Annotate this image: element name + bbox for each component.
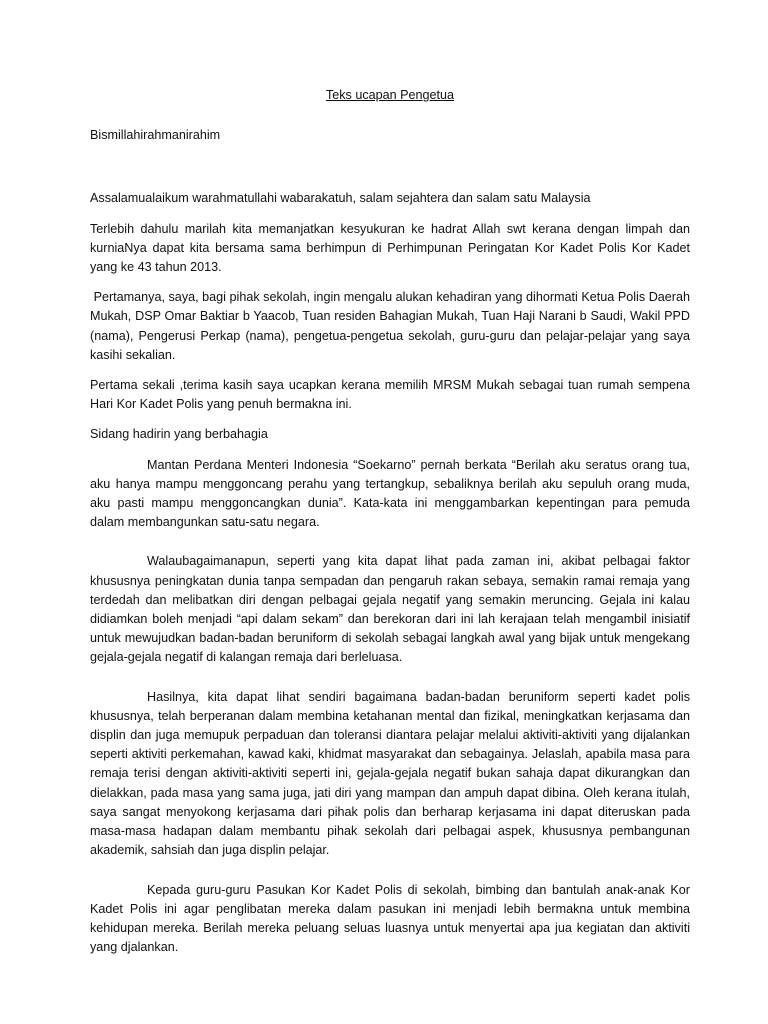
greeting-paragraph: Assalamualaikum warahmatullahi wabarakatuh, salam sejahtera dan salam satu Malaysia — [90, 191, 591, 206]
audience-address: Sidang hadirin yang berbahagia — [90, 427, 268, 442]
document-title: Teks ucapan Pengetua — [325, 88, 455, 102]
soekarno-quote-paragraph: Mantan Perdana Menteri Indonesia “Soekarno” pernah berkata “Berilah aku seratus orang tua, aku hanya mampu menggoncang perahu yang tertangkup, sebaliknya berilah aku sepuluh orang muda, aku pasti mampu menggoncangkan dunia”. Kata-kata ini menggambarkan kepentingan para pemuda dalam membangunkan satu-satu negara. — [90, 457, 690, 530]
teachers-paragraph: Kepada guru-guru Pasukan Kor Kadet Polis di sekolah, bimbing dan bantulah anak-anak Kor Kadet Polis ini agar penglibatan mereka dalam pasukan ini menjadi lebih bermakna untuk membina kehidupan mereka. Berilah mereka peluang seluas luasnya untuk menyertai apa jua kegiatan dan aktiviti yang djalankan. — [90, 882, 690, 955]
opening-bismillah: Bismillahirahmanirahim — [90, 128, 221, 143]
welcome-paragraph: Pertamanya, saya, bagi pihak sekolah, ingin mengalu alukan kehadiran yang dihormati Ketua Polis Daerah Mukah, DSP Omar Baktiar b Yaacob, Tuan residen Bahagian Mukah, Tuan Haji Narani b Saudi, Wakil PPD (nama), Pengerusi Perkap (nama), pengetua-pengetua sekolah, guru-guru dan pelajar-pelajar yang saya kasihi sekalian. — [90, 290, 694, 362]
thanks-paragraph: Pertama sekali ,terima kasih saya ucapkan kerana memilih MRSM Mukah sebagai tuan rumah sempena Hari Kor Kadet Polis yang penuh bermakna ini. — [90, 378, 690, 412]
uniform-bodies-paragraph: Hasilnya, kita dapat lihat sendiri bagaimana badan-badan beruniform seperti kadet polis khususnya, telah berperanan dalam membina ketahanan mental dan fizikal, meningkatkan kerjasama dan displin dan juga memupuk perpaduan dan toleransi diantara pelajar melalui aktiviti-aktiviti yang dijalankan seperti aktiviti perkemahan, kawad kaki, khidmat masyarakat dan sebagainya. Jelaslah, apabila masa para remaja terisi dengan aktiviti-aktiviti seperti ini, gejala-gejala negatif bukan sahaja dapat dikurangkan dan dielakkan, pada masa yang sama juga, jati diri yang mampan dan ampuh dapat dibina. Oleh kerana itulah, saya sangat menyokong kerjasama dari pihak polis dan berharap kerjasama ini dapat diteruskan pada masa-masa hadapan dalam membantu pihak sekolah dari pelbagai aspek, khususnya pembangunan akademik, sahsiah dan juga displin pelajar. — [90, 689, 690, 858]
social-issues-paragraph: Walaubagaimanapun, seperti yang kita dapat lihat pada zaman ini, akibat pelbagai faktor khususnya peningkatan dunia tanpa sempadan dan pengaruh rakan sebaya, semakin ramai remaja yang terdedah dan melibatkan diri dengan pelbagai gejala negatif yang semakin meruncing. Gejala ini kalau didiamkan boleh menjadi “api dalam sekam” dan berekoran dari ini lah kerajaan telah mengambil inisiatif untuk mewujudkan badan-badan beruniform di sekolah sebagai langkah awal yang bijak untuk mengekang gejala-gejala negatif di kalangan remaja dari berleluasa. — [90, 554, 690, 665]
document-page — [90, 86, 694, 957]
gratitude-paragraph: Terlebih dahulu marilah kita memanjatkan kesyukuran ke hadrat Allah swt kerana dengan limpah dan kurniaNya dapat kita bersama sama berhimpun di Perhimpunan Peringatan Kor Kadet Polis Kor Kadet yang ke 43 tahun 2013. — [90, 221, 690, 275]
